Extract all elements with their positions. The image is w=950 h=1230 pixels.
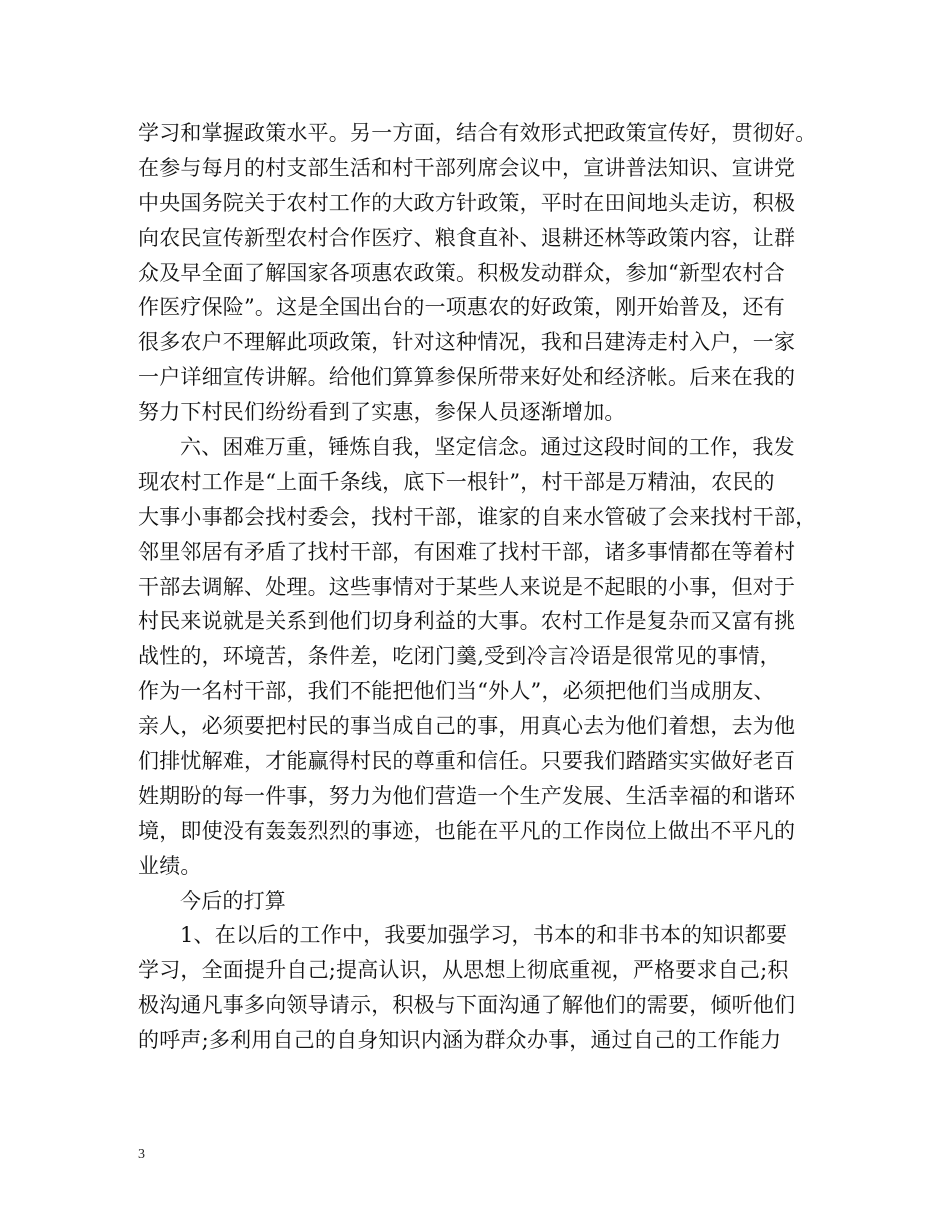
section-heading: 今后的打算 <box>180 888 286 913</box>
page-number: 3 <box>138 1147 145 1162</box>
text-line: 村民来说就是关系到他们切身利益的大事。农村工作是复杂而又富有挑 <box>138 609 796 634</box>
text-line: 干部去调解、处理。这些事情对于某些人来说是不起眼的小事，但对于 <box>138 574 796 599</box>
document-body <box>138 116 828 1058</box>
text-line: 学习和掌握政策水平。另一方面，结合有效形式把政策宣传好，贯彻好。 <box>138 121 817 145</box>
text-line: 们排忧解难，才能赢得村民的尊重和信任。只要我们踏踏实实做好老百 <box>138 749 796 774</box>
paragraph-policy-promotion <box>138 116 828 430</box>
text-line: 姓期盼的每一件事，努力为他们营造一个生产发展、生活幸福的和谐环 <box>138 783 796 808</box>
text-line: 1、在以后的工作中，我要加强学习，书本的和非书本的知识都要 <box>180 923 788 948</box>
text-line: 向农民宣传新型农村合作医疗、粮食直补、退耕还林等政策内容，让群 <box>138 225 796 250</box>
text-line: 大事小事都会找村委会，找村干部，谁家的自来水管破了会来找村干部， <box>138 504 817 529</box>
text-line: 在参与每月的村支部生活和村干部列席会议中，宣讲普法知识、宣讲党 <box>138 155 796 180</box>
text-line: 一户详细宣传讲解。给他们算算参保所带来好处和经济帐。后来在我的 <box>138 365 796 390</box>
text-line: 众及早全面了解国家各项惠农政策。积极发动群众，参加“新型农村合 <box>138 260 785 285</box>
text-line: 现农村工作是“上面千条线，底下一根针”，村干部是万精油，农民的 <box>138 469 775 494</box>
text-line: 邻里邻居有矛盾了找村干部，有困难了找村干部，诸多事情都在等着村 <box>138 539 796 564</box>
text-line: 极沟通凡事多向领导请示，积极与下面沟通了解他们的需要，倾听他们 <box>138 993 796 1018</box>
text-line: 战性的，环境苦，条件差，吃闭门羹,受到冷言冷语是很常见的事情， <box>138 644 781 669</box>
text-line: 业绩。 <box>138 853 202 878</box>
text-line: 很多农户不理解此项政策，针对这种情况，我和吕建涛走村入户，一家 <box>138 330 796 355</box>
text-line: 境，即使没有轰轰烈烈的事迹，也能在平凡的工作岗位上做出不平凡的 <box>138 818 796 843</box>
text-line: 努力下村民们纷纷看到了实惠，参保人员逐渐增加。 <box>138 400 626 425</box>
text-line: 六、困难万重，锤炼自我，坚定信念。通过这段时间的工作，我发 <box>180 435 795 460</box>
text-line: 亲人，必须要把村民的事当成自己的事，用真心去为他们着想，去为他 <box>138 714 796 739</box>
paragraph-future-plans <box>138 918 828 1058</box>
paragraph-difficulties <box>138 430 828 884</box>
text-line: 中央国务院关于农村工作的大政方针政策，平时在田间地头走访，积极 <box>138 190 796 215</box>
text-line: 学习，全面提升自己;提高认识，从思想上彻底重视，严格要求自己;积 <box>138 958 789 983</box>
text-line: 作为一名村干部，我们不能把他们当“外人”，必须把他们当成朋友、 <box>138 679 775 704</box>
text-line: 作医疗保险”。这是全国出台的一项惠农的好政策，刚开始普及，还有 <box>138 295 785 320</box>
text-line: 的呼声;多利用自己的自身知识内涵为群众办事，通过自己的工作能力 <box>138 1028 782 1053</box>
